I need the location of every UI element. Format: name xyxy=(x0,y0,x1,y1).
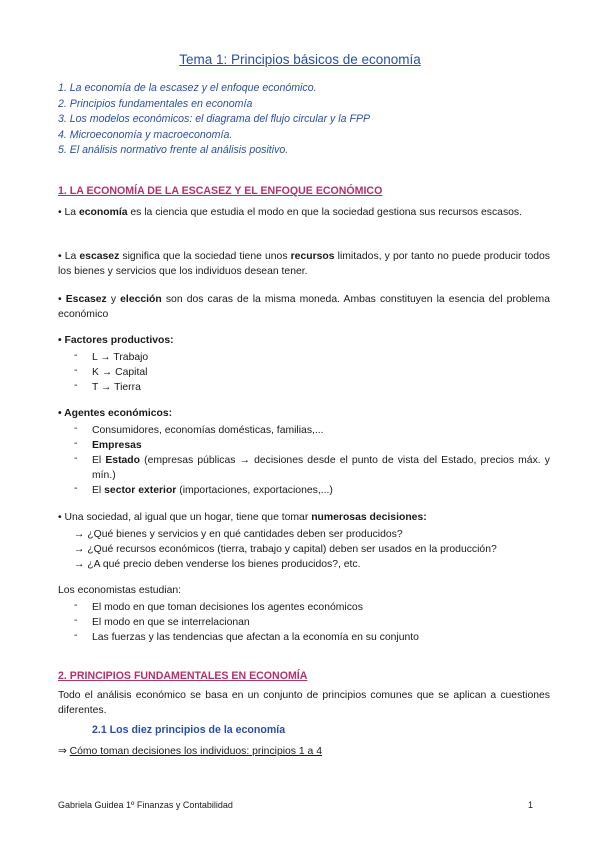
page-title: Tema 1: Principios básicos de economía xyxy=(179,52,421,67)
list-item: Las fuerzas y las tendencias que afectan a la economía en su conjunto xyxy=(92,632,419,643)
list-item: L → Trabajo xyxy=(92,352,149,363)
factores-label: • Factores productivos: xyxy=(58,335,174,346)
list-item: K → Capital xyxy=(92,367,148,378)
section-1-heading: 1. LA ECONOMÍA DE LA ESCASEZ Y EL ENFOQUE ECONÓMICO xyxy=(58,185,383,197)
section-2-heading: 2. PRINCIPIOS FUNDAMENTALES EN ECONOMÍA xyxy=(58,670,308,682)
principles-link[interactable]: Cómo toman decisiones los individuos: principios 1 a 4 xyxy=(69,746,323,757)
paragraph-escasez-eleccion: • Escasez y elección son dos caras de la misma moneda. Ambas constituyen la esencia del problema económico xyxy=(58,294,550,320)
toc-item: 5. El análisis normativo frente al análisis positivo. xyxy=(58,144,289,157)
list-item: El modo en que se interrelacionan xyxy=(92,617,250,628)
table-of-contents xyxy=(58,81,370,159)
list-item: El Estado (empresas públicas → decisiones desde el punto de vista del Estado, precios máx. y mín.) xyxy=(92,455,550,481)
list-item: T → Tierra xyxy=(92,382,141,393)
list-item: El sector exterior (importaciones, exportaciones,...) xyxy=(92,485,333,496)
list-item: Empresas xyxy=(92,440,142,451)
page-number: 1 xyxy=(528,800,534,810)
list-item: → ¿Qué bienes y servicios y en qué cantidades deben ser producidos? xyxy=(74,529,403,540)
double-arrow-icon: ⇒ xyxy=(58,746,67,757)
footer-author: Gabriela Guidea 1º Finanzas y Contabilidad xyxy=(58,800,233,810)
principles-link-line xyxy=(58,745,322,757)
estudian-label: Los economistas estudian: xyxy=(58,585,182,596)
list-item: → ¿A qué precio deben venderse los bienes producidos?, etc. xyxy=(74,559,361,570)
toc-item: 2. Principios fundamentales en economía xyxy=(58,97,253,110)
paragraph-principios: Todo el análisis económico se basa en un conjunto de principios comunes que se aplican a cuestiones diferentes. xyxy=(58,690,550,716)
list-item: → ¿Qué recursos económicos (tierra, trabajo y capital) deben ser usados en la producción? xyxy=(74,544,497,555)
decisiones-intro: • Una sociedad, al igual que un hogar, tiene que tomar numerosas decisiones: xyxy=(58,512,427,523)
paragraph-escasez: • La escasez significa que la sociedad tiene unos recursos limitados, y por tanto no puede producir todos los bienes y servicios que los individuos desean tener. xyxy=(58,251,550,277)
toc-item: 3. Los modelos económicos: el diagrama del flujo circular y la FPP xyxy=(58,113,371,126)
paragraph-economia: • La economía es la ciencia que estudia el modo en que la sociedad gestiona sus recursos escasos. xyxy=(58,207,523,218)
list-item: El modo en que toman decisiones los agentes económicos xyxy=(92,602,363,613)
toc-item: 1. La economía de la escasez y el enfoque económico. xyxy=(58,82,317,94)
subsection-heading: 2.1 Los diez principios de la economía xyxy=(92,724,286,736)
list-item: Consumidores, economías domésticas, familias,... xyxy=(92,425,324,436)
agentes-label: • Agentes económicos: xyxy=(58,408,173,419)
toc-item: 4. Microeconomía y macroeconomía. xyxy=(58,128,233,141)
